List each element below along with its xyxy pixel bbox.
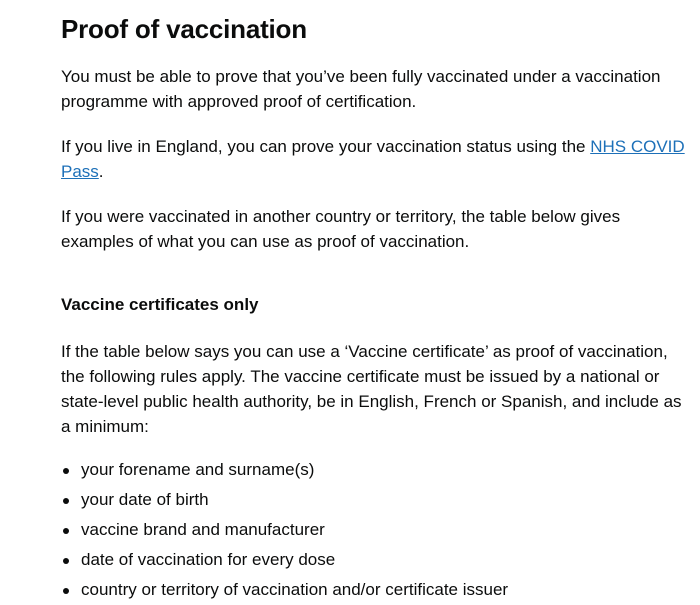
main-content — [61, 12, 691, 605]
list-item-text: date of vaccination for every dose — [81, 550, 336, 569]
intro-paragraph: You must be able to prove that you’ve been fully vaccinated under a vaccination programme with approved proof of certification. — [61, 67, 661, 111]
section-heading: Vaccine certificates only — [61, 295, 259, 314]
bullet-icon — [63, 558, 69, 564]
list-item-text: your date of birth — [81, 490, 209, 509]
list-item-text: your forename and surname(s) — [81, 460, 315, 479]
bullet-icon — [63, 528, 69, 534]
bullet-icon — [63, 588, 69, 594]
list-item — [61, 515, 691, 545]
list-item — [61, 545, 691, 575]
bullet-icon — [63, 498, 69, 504]
nhs-covid-pass-link[interactable]: NHS COVID Pass — [61, 137, 685, 181]
list-item — [61, 575, 691, 605]
list-item — [61, 485, 691, 515]
england-text-end: . — [98, 162, 104, 181]
page-title: Proof of vaccination — [61, 14, 307, 44]
list-item — [61, 455, 691, 485]
abroad-paragraph: If you were vaccinated in another country or territory, the table below gives examples of what you can use as proof of vaccination. — [61, 207, 621, 251]
requirements-list — [61, 455, 691, 605]
list-item-text: country or territory of vaccination and/or certificate issuer — [81, 580, 509, 599]
bullet-icon — [63, 468, 69, 474]
list-item-text: vaccine brand and manufacturer — [81, 520, 325, 539]
certificate-rules-paragraph: If the table below says you can use a ‘Vaccine certificate’ as proof of vaccination, the following rules apply. The vaccine certificate must be issued by a national or state-level public health authority, be in English, French or Spanish, and include as a minimum: — [61, 342, 682, 436]
england-text: If you live in England, you can prove your vaccination status using the — [61, 137, 591, 156]
england-paragraph — [61, 134, 691, 184]
